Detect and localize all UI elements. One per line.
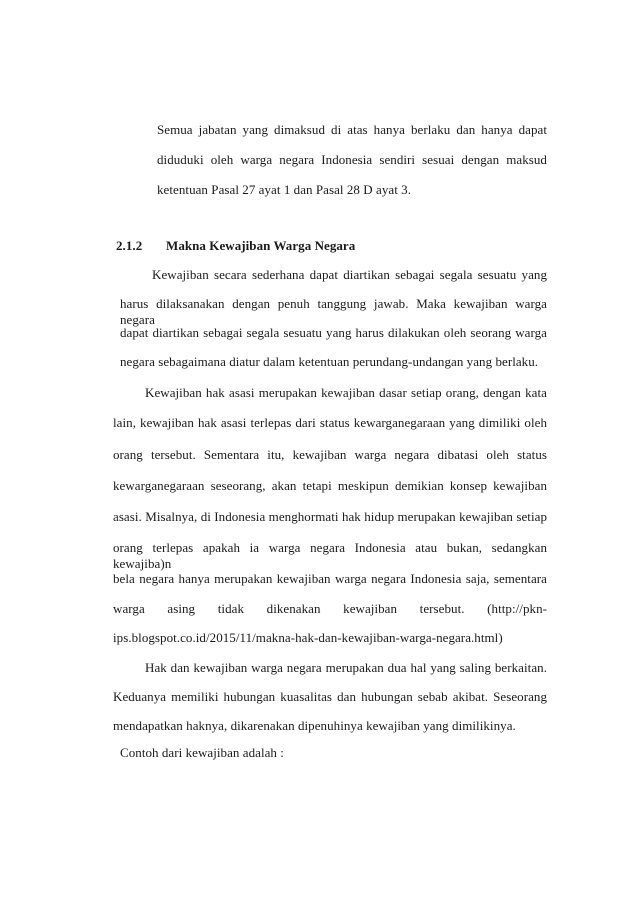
section-heading bbox=[116, 238, 355, 254]
paragraph-line: ips.blogspot.co.id/2015/11/makna-hak-dan-kewajiban-warga-negara.html) bbox=[113, 630, 503, 645]
paragraph-line: mendapatkan haknya, dikarenakan dipenuhinya kewajiban yang dimilikinya. bbox=[113, 718, 516, 733]
paragraph-line: harus dilaksanakan dengan penuh tanggung jawab. Maka kewajiban warga negara bbox=[120, 296, 547, 327]
intro-line: ketentuan Pasal 27 ayat 1 dan Pasal 28 D ayat 3. bbox=[157, 182, 412, 197]
paragraph-line: kewarganegaraan seseorang, akan tetapi meskipun demikian konsep kewajiban bbox=[113, 478, 547, 493]
closing-line: Contoh dari kewajiban adalah : bbox=[120, 745, 284, 760]
paragraph-line: asasi. Misalnya, di Indonesia menghormati hak hidup merupakan kewajiban setiap bbox=[113, 509, 547, 524]
paragraph-line: Kewajiban hak asasi merupakan kewajiban dasar setiap orang, dengan kata bbox=[145, 385, 547, 400]
intro-line: Semua jabatan yang dimaksud di atas hanya berlaku dan hanya dapat bbox=[157, 122, 547, 137]
paragraph-line: lain, kewajiban hak asasi terlepas dari status kewarganegaraan yang dimiliki oleh bbox=[113, 415, 547, 430]
section-title: Makna Kewajiban Warga Negara bbox=[166, 238, 356, 253]
section-number: 2.1.2 bbox=[116, 238, 143, 253]
paragraph-line: Hak dan kewajiban warga negara merupakan dua hal yang saling berkaitan. bbox=[145, 660, 547, 675]
intro-line: diduduki oleh warga negara Indonesia sendiri sesuai dengan maksud bbox=[157, 152, 547, 167]
paragraph-line: orang tersebut. Sementara itu, kewajiban warga negara dibatasi oleh status bbox=[113, 447, 547, 462]
paragraph-line: negara sebagaimana diatur dalam ketentuan perundang-undangan yang berlaku. bbox=[120, 354, 539, 369]
paragraph-line: Keduanya memiliki hubungan kuasalitas dan hubungan sebab akibat. Seseorang bbox=[113, 689, 547, 704]
paragraph-line: Kewajiban secara sederhana dapat diartikan sebagai segala sesuatu yang bbox=[152, 267, 547, 282]
paragraph-line: bela negara hanya merupakan kewajiban warga negara Indonesia saja, sementara bbox=[113, 571, 547, 586]
paragraph-line: warga asing tidak dikenakan kewajiban tersebut. (http://pkn- bbox=[113, 601, 547, 616]
paragraph-line: dapat diartikan sebagai segala sesuatu yang harus dilakukan oleh seorang warga bbox=[120, 325, 547, 340]
paragraph-line: orang terlepas apakah ia warga negara Indonesia atau bukan, sedangkan kewajiba)n bbox=[113, 540, 547, 571]
